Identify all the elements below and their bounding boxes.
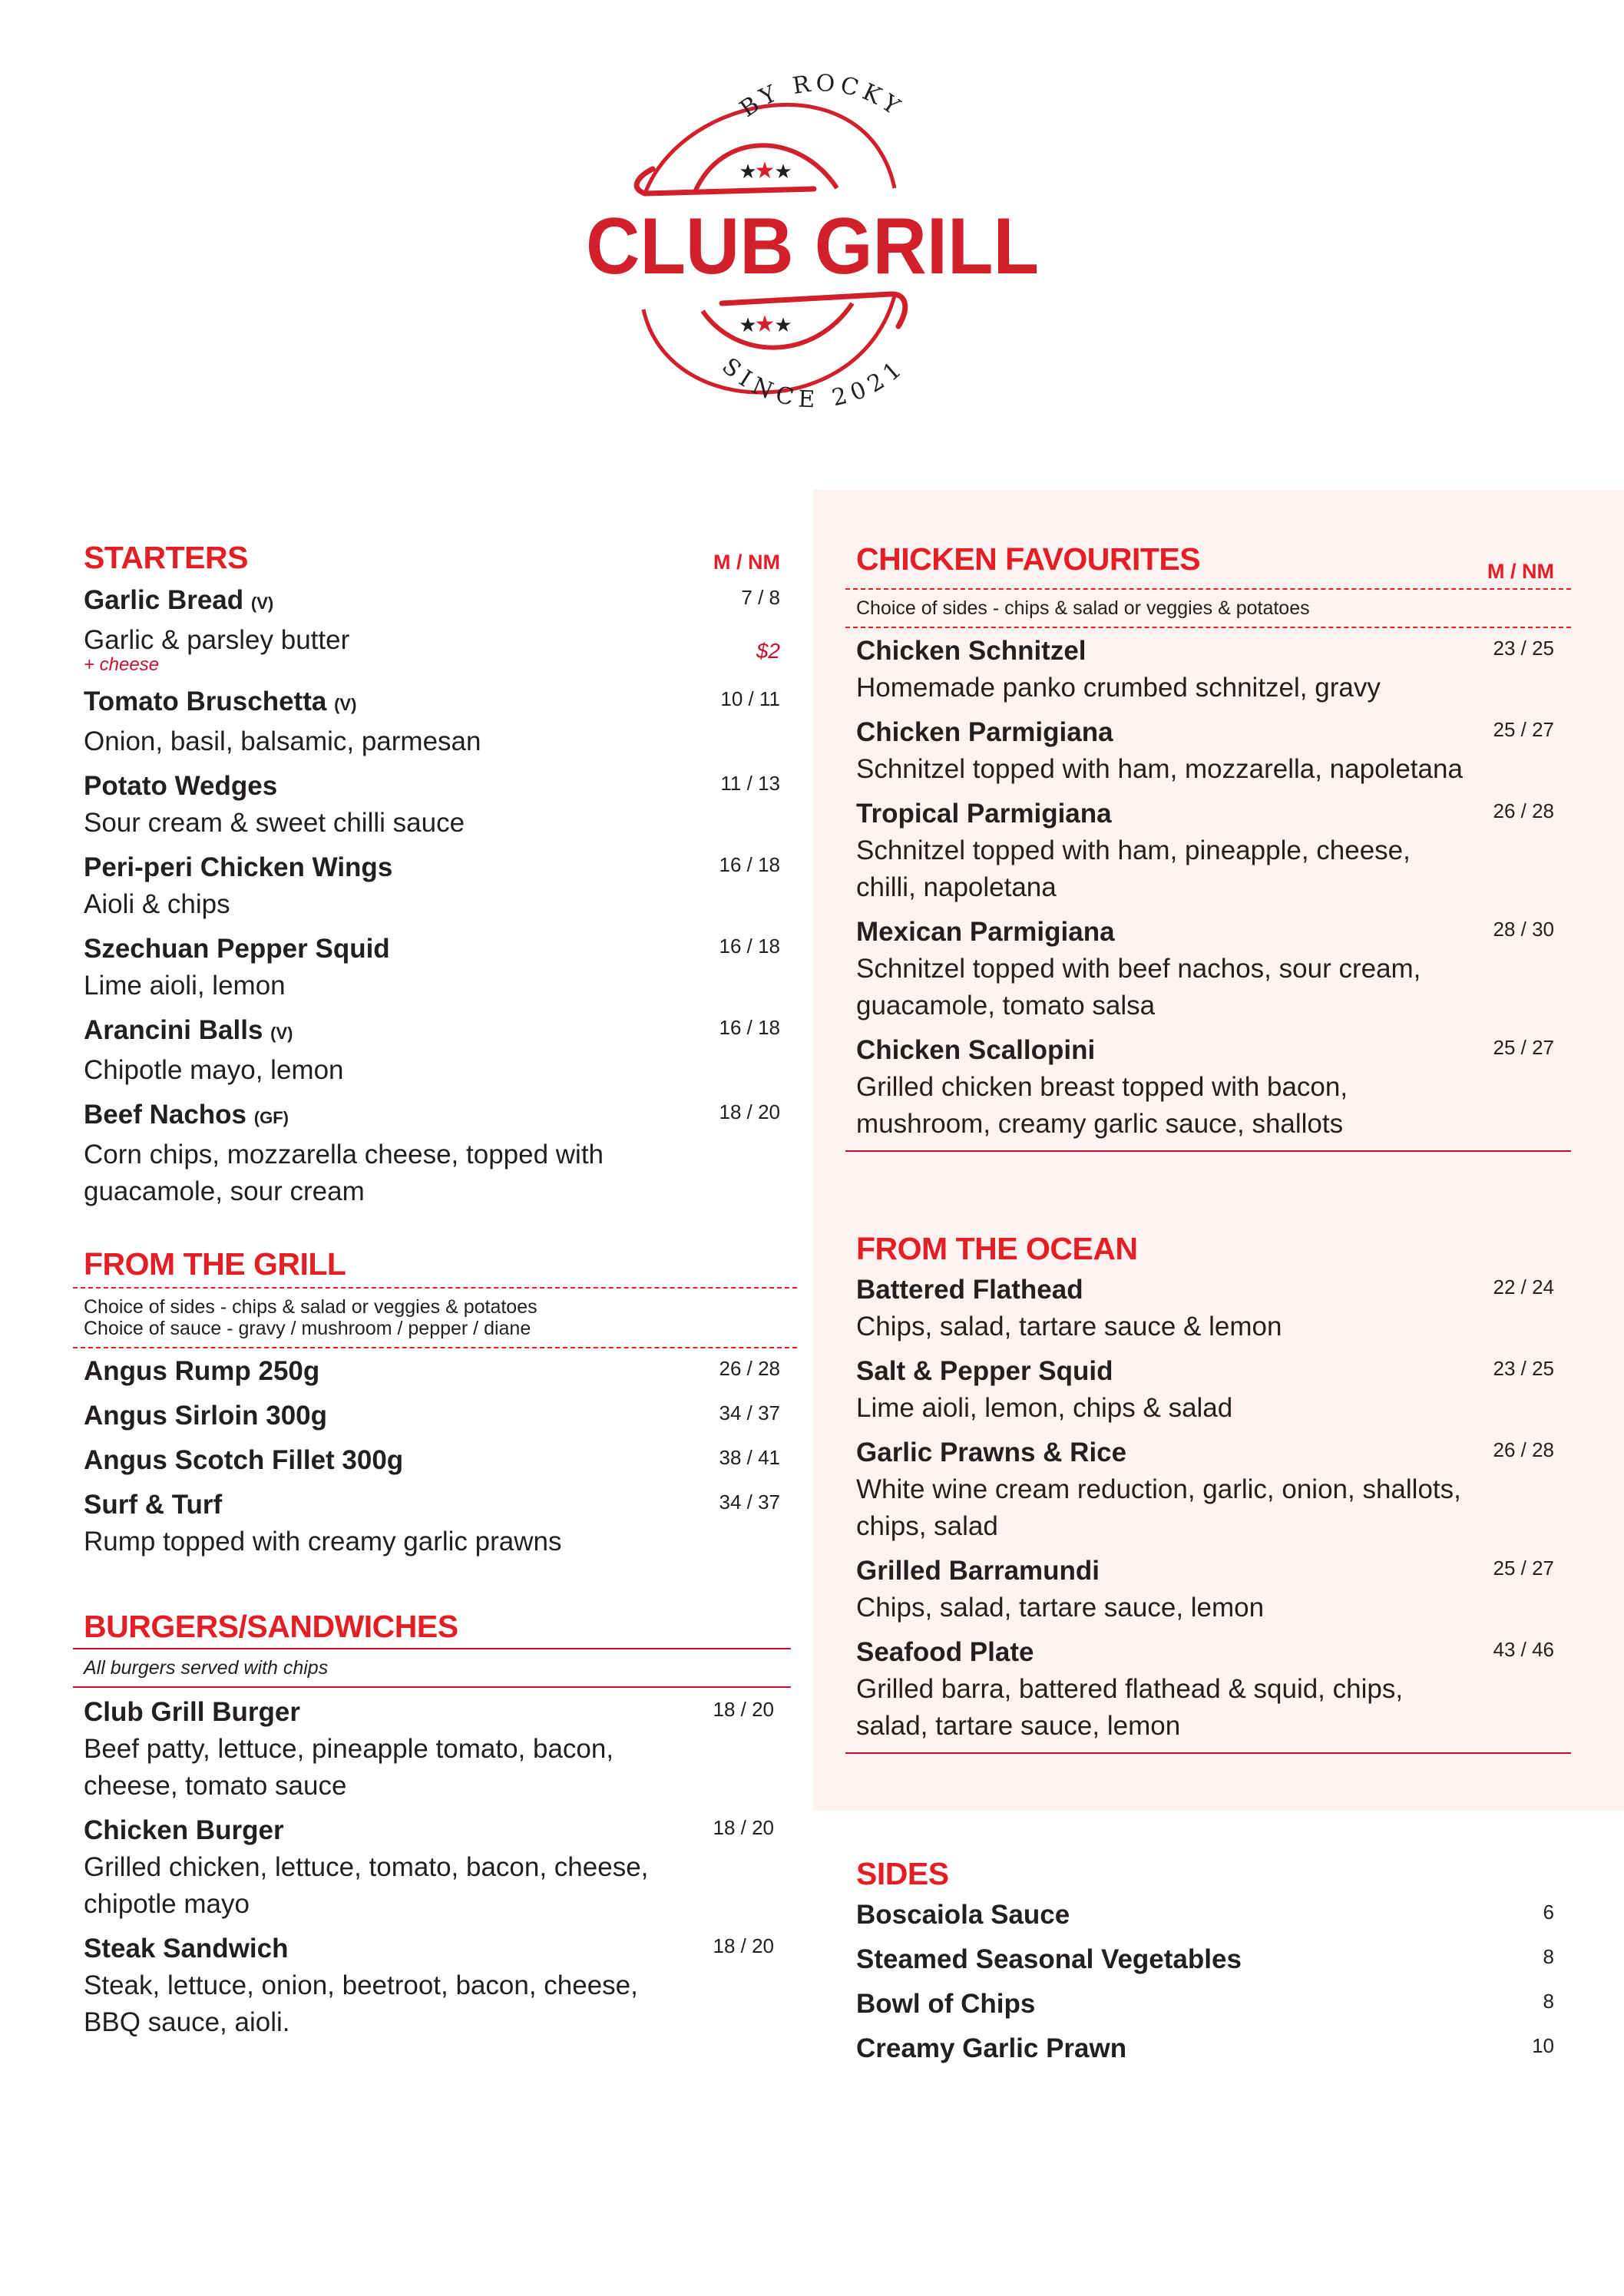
- item-description: Lime aioli, lemon, chips & salad: [856, 1393, 1233, 1423]
- extra-label: + cheese: [84, 654, 160, 675]
- item-price: 18 / 20: [713, 1934, 774, 1957]
- item-description: Chips, salad, tartare sauce & lemon: [856, 1312, 1282, 1342]
- menu-item: [856, 2030, 1560, 2067]
- sides-section: [845, 1851, 1571, 2075]
- item-description: Schnitzel topped with ham, mozzarella, napoletana: [856, 754, 1463, 784]
- ocean-list: [856, 1272, 1560, 1745]
- menu-item: [856, 633, 1560, 706]
- section-title: BURGERS/SANDWICHES: [84, 1609, 458, 1644]
- menu-item: [84, 683, 786, 760]
- chicken-section: [845, 536, 1571, 1152]
- menu-item: [84, 931, 786, 1004]
- menu-item: [84, 1097, 786, 1210]
- sides-list: [856, 1897, 1560, 2067]
- item-price: 26 / 28: [1493, 799, 1554, 822]
- item-description: Garlic & parsley butter: [84, 625, 350, 655]
- svg-text:★: ★: [754, 312, 776, 337]
- item-price: 18 / 20: [713, 1698, 774, 1721]
- starters-section: [73, 534, 797, 1218]
- section-title: FROM THE GRILL: [84, 1246, 346, 1282]
- menu-item: [84, 1930, 780, 2041]
- section-title: FROM THE OCEAN: [856, 1231, 1138, 1266]
- menu-item: [856, 1897, 1560, 1934]
- svg-text:★: ★: [774, 160, 792, 183]
- item-description: Sour cream & sweet chilli sauce: [84, 808, 465, 838]
- menu-item: [856, 1353, 1560, 1427]
- item-description: Schnitzel topped with beef nachos, sour cream, guacamole, tomato salsa: [856, 954, 1421, 1021]
- item-name: Salt & Pepper Squid: [856, 1356, 1113, 1386]
- item-price: 18 / 20: [713, 1816, 774, 1839]
- item-description: White wine cream reduction, garlic, onion, shallots, chips, salad: [856, 1474, 1461, 1541]
- item-description: Homemade panko crumbed schnitzel, gravy: [856, 673, 1381, 703]
- item-price: 6: [1543, 1901, 1554, 1924]
- item-description: Grilled chicken, lettuce, tomato, bacon, cheese, chipotle mayo: [84, 1852, 649, 1919]
- item-description: Chips, salad, tartare sauce, lemon: [856, 1593, 1265, 1623]
- item-name: Garlic Prawns & Rice: [856, 1437, 1127, 1467]
- menu-item: [84, 1487, 786, 1560]
- section-note: Choice of sides - chips & salad or veggies & potatoes Choice of sauce - gravy / mushroom / pepper / diane: [84, 1296, 537, 1339]
- item-price: 16 / 18: [719, 935, 780, 958]
- starters-list: [84, 582, 786, 1210]
- item-name: Surf & Turf: [84, 1490, 223, 1520]
- item-name: Seafood Plate: [856, 1637, 1034, 1667]
- grill-section: [73, 1241, 797, 1568]
- menu-item: [84, 1398, 786, 1434]
- item-price: 26 / 28: [1493, 1438, 1554, 1461]
- menu-item: [84, 1442, 786, 1479]
- price-label: M / NM: [713, 551, 780, 574]
- diet-tag: (GF): [253, 1108, 289, 1127]
- menu-item: [856, 1941, 1560, 1978]
- item-price: 38 / 41: [719, 1446, 780, 1469]
- item-price: 34 / 37: [719, 1401, 780, 1424]
- item-price: 16 / 18: [719, 1016, 780, 1039]
- item-description: Schnitzel topped with ham, pineapple, cheese, chilli, napoletana: [856, 835, 1411, 902]
- menu-item: [856, 1272, 1560, 1345]
- item-price: 8: [1543, 1990, 1554, 2013]
- item-description: Beef patty, lettuce, pineapple tomato, bacon, cheese, tomato sauce: [84, 1734, 614, 1801]
- divider: [845, 1150, 1571, 1152]
- menu-item: [84, 1812, 780, 1923]
- section-title: SIDES: [856, 1856, 949, 1891]
- menu-item: [84, 849, 786, 923]
- grill-list: [84, 1353, 786, 1560]
- burgers-list: [84, 1694, 780, 2041]
- menu-item: [856, 796, 1560, 906]
- item-price: 16 / 18: [719, 853, 780, 876]
- item-price: 25 / 27: [1493, 718, 1554, 741]
- item-price: 23 / 25: [1493, 1357, 1554, 1380]
- item-price: 23 / 25: [1493, 637, 1554, 660]
- item-description: Lime aioli, lemon: [84, 971, 286, 1001]
- item-price: 25 / 27: [1493, 1557, 1554, 1580]
- item-name: Creamy Garlic Prawn: [856, 2033, 1127, 2063]
- svg-text:★: ★: [754, 158, 776, 184]
- section-note: Choice of sides - chips & salad or veggies & potatoes: [856, 597, 1310, 619]
- item-name: Tomato Bruschetta (V): [84, 686, 357, 716]
- item-name: Angus Scotch Fillet 300g: [84, 1445, 404, 1475]
- item-price: 11 / 13: [720, 772, 780, 795]
- menu-item: [84, 582, 786, 676]
- item-name: Beef Nachos (GF): [84, 1100, 289, 1130]
- item-name: Potato Wedges: [84, 771, 278, 801]
- logo-bottom-text: SINCE 2021: [716, 352, 911, 414]
- item-name: Bowl of Chips: [856, 1989, 1036, 2019]
- menu-item: [84, 1353, 786, 1390]
- item-name: Steak Sandwich: [84, 1934, 289, 1964]
- item-description: Grilled barra, battered flathead & squid, chips, salad, tartare sauce, lemon: [856, 1674, 1404, 1741]
- section-title: STARTERS: [84, 540, 248, 575]
- item-description: Corn chips, mozzarella cheese, topped with guacamole, sour cream: [84, 1140, 604, 1206]
- item-name: Boscaiola Sauce: [856, 1900, 1070, 1930]
- item-name: Peri-peri Chicken Wings: [84, 852, 393, 882]
- chicken-list: [856, 633, 1560, 1143]
- svg-text:★: ★: [774, 313, 792, 336]
- item-price: 8: [1543, 1945, 1554, 1968]
- section-title: CHICKEN FAVOURITES: [856, 541, 1201, 577]
- ocean-section: [845, 1226, 1571, 1754]
- menu-item: [84, 768, 786, 842]
- item-name: Chicken Schnitzel: [856, 636, 1087, 666]
- item-price: 10 / 11: [720, 687, 780, 710]
- item-name: Steamed Seasonal Vegetables: [856, 1944, 1242, 1974]
- item-price: 34 / 37: [719, 1490, 780, 1514]
- divider: [845, 1752, 1571, 1754]
- menu-item: [856, 1032, 1560, 1143]
- menu-item: [856, 1553, 1560, 1626]
- section-note: All burgers served with chips: [84, 1657, 329, 1679]
- item-price: 22 / 24: [1493, 1275, 1554, 1299]
- item-name: Szechuan Pepper Squid: [84, 934, 390, 964]
- logo-name: CLUB GRILL: [586, 202, 1039, 291]
- item-price: 10: [1532, 2034, 1554, 2057]
- item-price: 18 / 20: [719, 1100, 780, 1123]
- item-name: Grilled Barramundi: [856, 1556, 1100, 1586]
- item-name: Mexican Parmigiana: [856, 917, 1115, 947]
- item-description: Steak, lettuce, onion, beetroot, bacon, cheese, BBQ sauce, aioli.: [84, 1970, 638, 2037]
- item-price: 26 / 28: [719, 1357, 780, 1380]
- item-name: Angus Sirloin 300g: [84, 1401, 327, 1431]
- item-price: 7 / 8: [741, 586, 780, 609]
- item-description: Rump topped with creamy garlic prawns: [84, 1527, 562, 1557]
- menu-item: [856, 914, 1560, 1024]
- item-price: 25 / 27: [1493, 1036, 1554, 1059]
- item-name: Tropical Parmigiana: [856, 799, 1112, 829]
- item-name: Garlic Bread (V): [84, 585, 274, 615]
- menu-item: [856, 714, 1560, 788]
- item-name: Chicken Parmigiana: [856, 717, 1113, 747]
- menu-item: [856, 1634, 1560, 1745]
- svg-text:★: ★: [739, 160, 757, 183]
- item-name: Battered Flathead: [856, 1275, 1083, 1305]
- item-description: Onion, basil, balsamic, parmesan: [84, 726, 481, 756]
- item-price: 28 / 30: [1493, 918, 1554, 941]
- price-label: M / NM: [1487, 560, 1554, 583]
- diet-tag: (V): [334, 695, 357, 714]
- item-description: Grilled chicken breast topped with bacon, mushroom, creamy garlic sauce, shallots: [856, 1072, 1348, 1139]
- item-name: Angus Rump 250g: [84, 1356, 320, 1386]
- menu-item: [856, 1434, 1560, 1545]
- svg-text:★: ★: [739, 313, 757, 336]
- menu-item: [84, 1012, 786, 1089]
- item-description: Aioli & chips: [84, 889, 230, 919]
- diet-tag: (V): [270, 1024, 293, 1043]
- extra-price: $2: [756, 639, 780, 663]
- diet-tag: (V): [250, 594, 274, 613]
- item-name: Club Grill Burger: [84, 1697, 300, 1727]
- menu-item: [84, 1694, 780, 1805]
- menu-item: [856, 1986, 1560, 2023]
- logo-top-text: BY ROCKY: [735, 69, 908, 123]
- item-name: Chicken Scallopini: [856, 1035, 1096, 1065]
- item-price: 43 / 46: [1493, 1638, 1554, 1661]
- item-description: Chipotle mayo, lemon: [84, 1055, 344, 1085]
- burgers-section: [73, 1603, 791, 2049]
- item-name: Chicken Burger: [84, 1815, 284, 1845]
- item-name: Arancini Balls (V): [84, 1015, 293, 1045]
- club-grill-logo: [568, 61, 1060, 430]
